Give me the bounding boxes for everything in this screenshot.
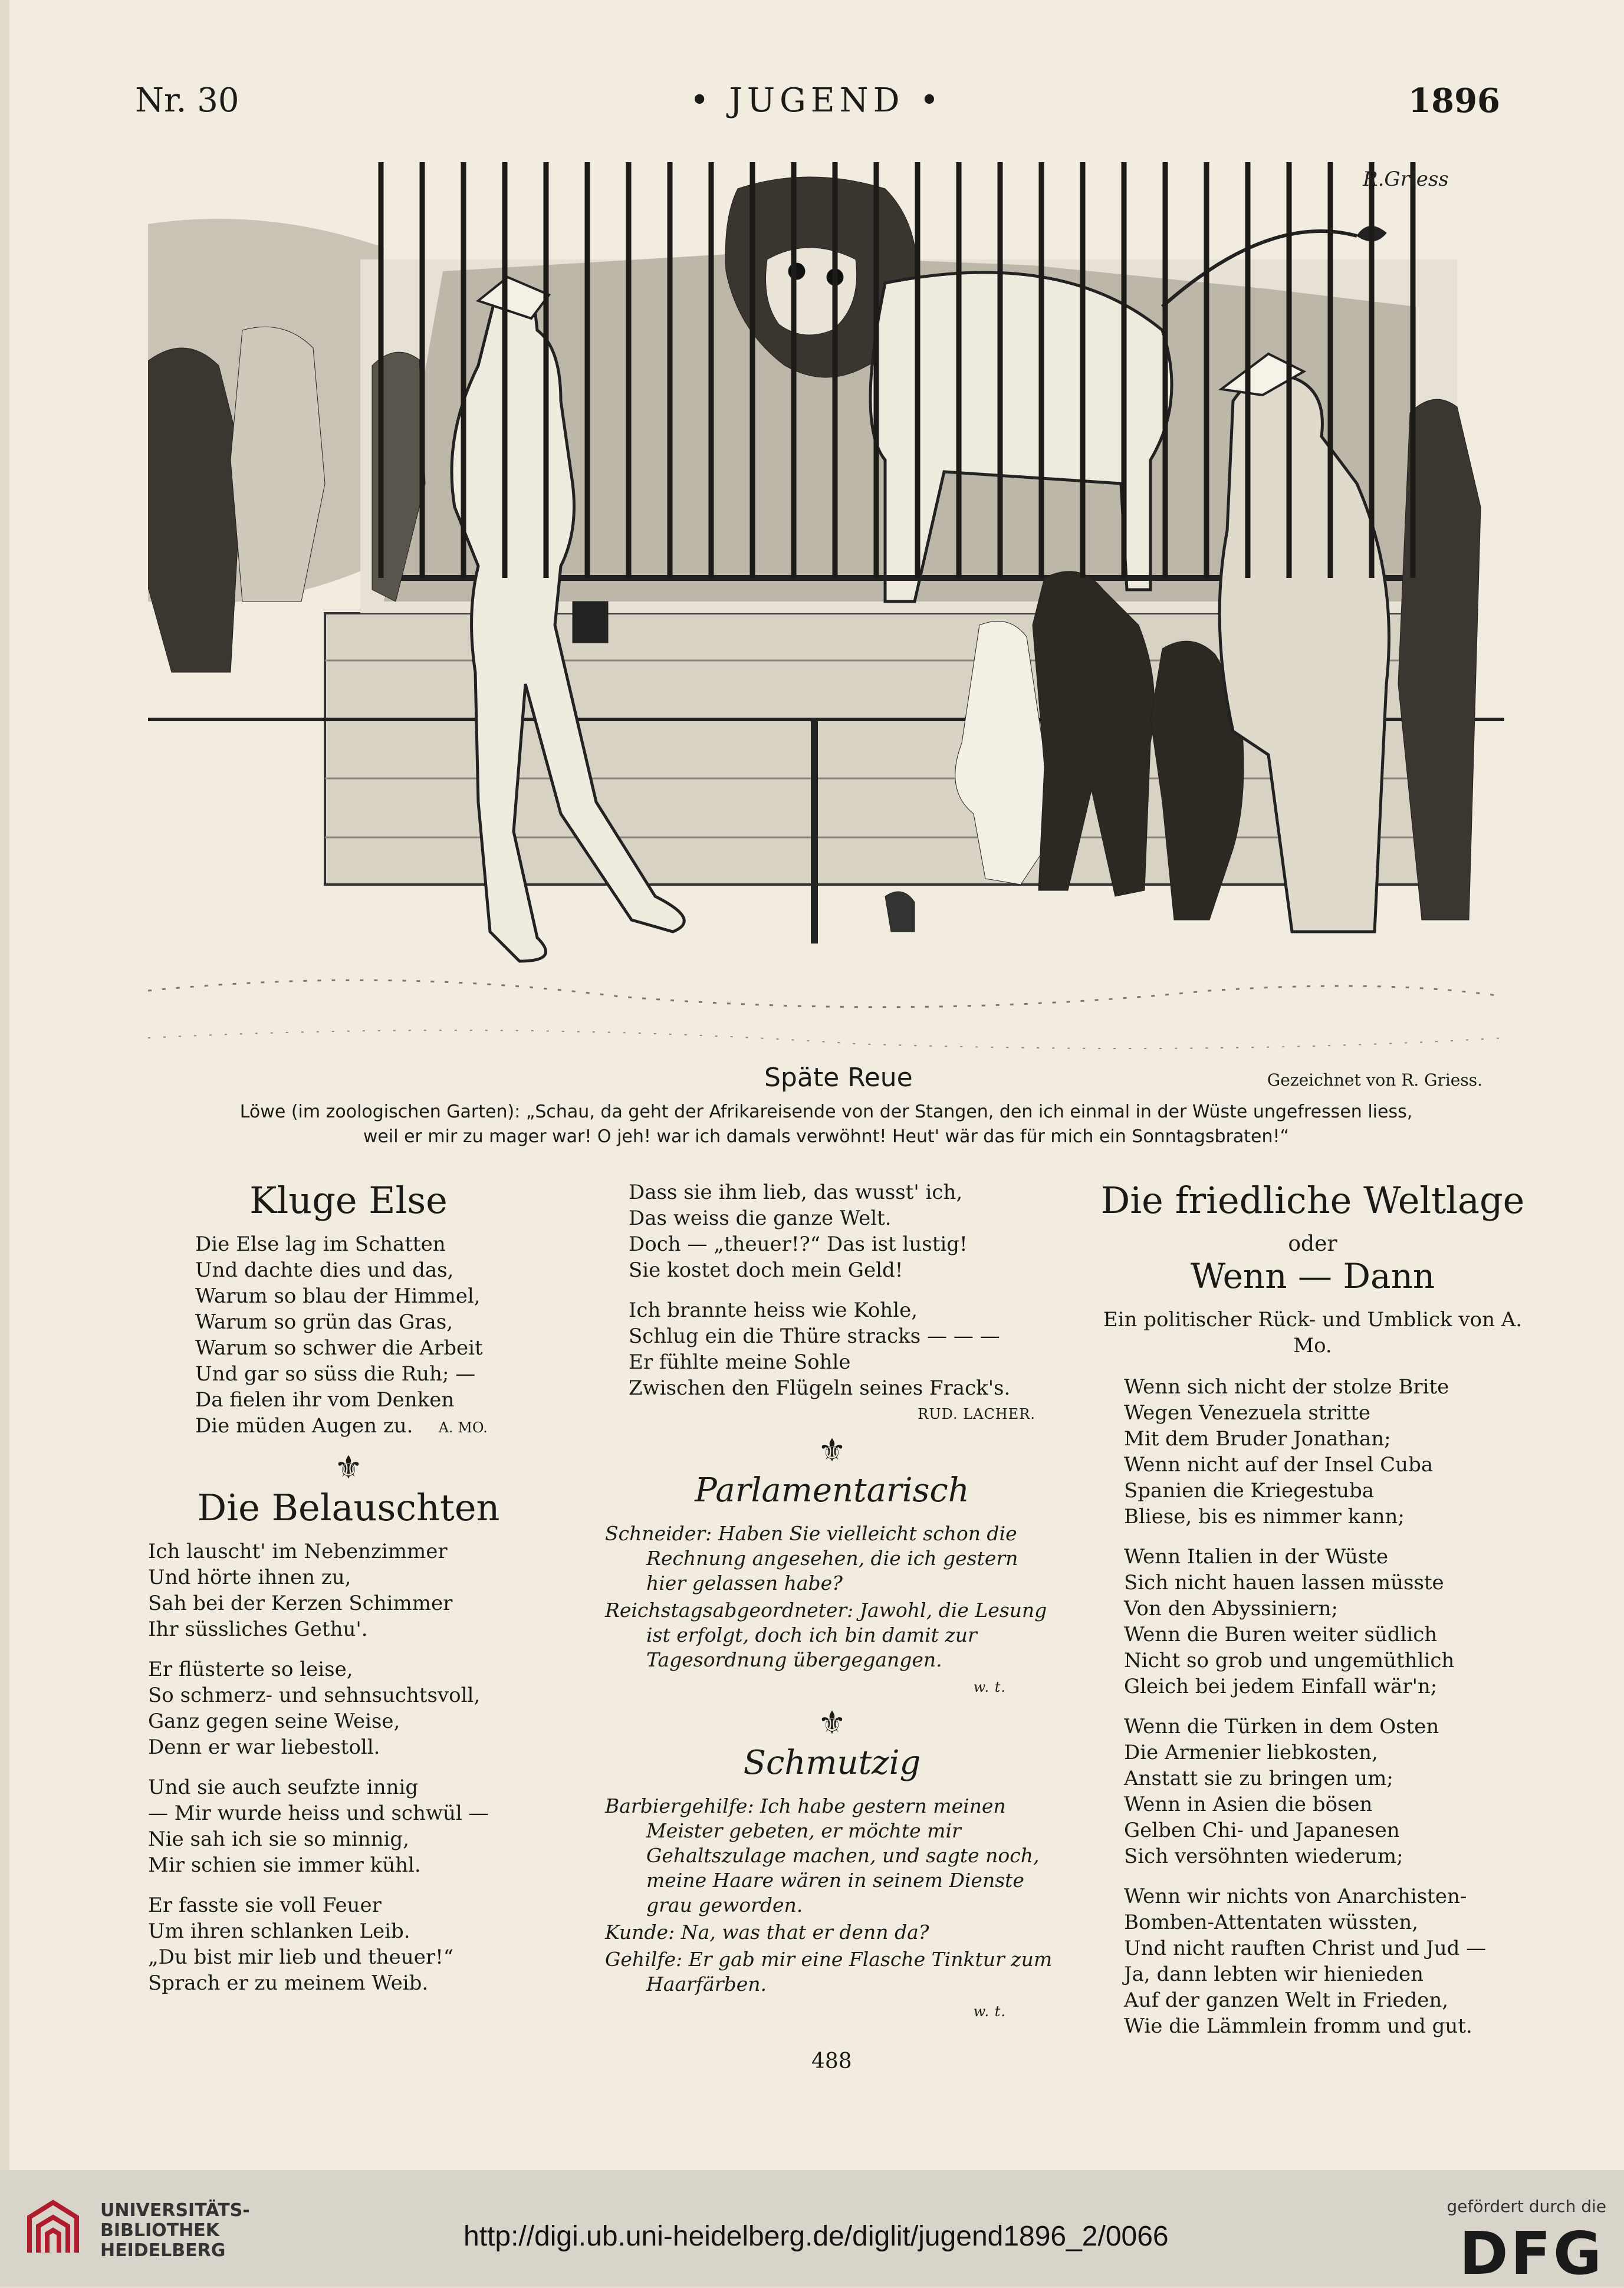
permalink-url[interactable]: http://digi.ub.uni-heidelberg.de/diglit/jugend1896_2/0066 (463, 2221, 1169, 2252)
dfg-logo[interactable]: DFG (1459, 2219, 1604, 2288)
poem-stanza (605, 1297, 1059, 1401)
poem-line: Ich brannte heiss wie Kohle, (629, 1298, 918, 1322)
poem-line: Um ihren schlanken Leib. (148, 1919, 410, 1943)
poem-line: Nicht so grob und ungemüthlich (1124, 1649, 1455, 1672)
poem-line: Wenn sich nicht der stolze Brite (1124, 1375, 1449, 1399)
poem-line: Gelben Chi- und Japanesen (1124, 1819, 1400, 1842)
cartoon-credit: Gezeichnet von R. Griess. (1267, 1070, 1482, 1090)
issue-number: Nr. 30 (135, 81, 239, 120)
author-signature: RUD. LACHER. (918, 1406, 1035, 1422)
poem-line: Ihr süssliches Gethu'. (148, 1618, 368, 1641)
poem-line: Spanien die Kriegestuba (1124, 1479, 1375, 1503)
poem-stanza (1083, 1714, 1543, 1869)
poem-line: Sprach er zu meinem Weib. (148, 1971, 429, 1995)
poem-line: Denn er war liebestoll. (148, 1735, 380, 1759)
poem-line: Das weiss die ganze Welt. (629, 1207, 892, 1230)
poem-stanza (148, 1656, 549, 1760)
poem-line: Die Else lag im Schatten (195, 1232, 446, 1256)
funded-by-label: gefördert durch die (1447, 2197, 1606, 2216)
fleur-ornament-icon: ⚜ (334, 1449, 363, 1486)
lion-cage-illustration (148, 153, 1504, 1061)
poem-stanza (148, 1892, 549, 1996)
poem-line: Und nicht rauften Christ und Jud — (1124, 1937, 1487, 1960)
poem-stanza (605, 1179, 1059, 1283)
author-signature: A. MO. (438, 1419, 488, 1436)
poem-line: — Mir wurde heiss und schwül — (148, 1802, 489, 1825)
poem-byline: Ein politischer Rück- und Umblick von A. Mo. (1103, 1308, 1523, 1357)
library-name-line: BIBLIOTHEK (100, 2220, 219, 2241)
poem-line: Bliese, bis es nimmer kann; (1124, 1505, 1405, 1528)
page-scan (9, 0, 1624, 2170)
poem-line: Von den Abyssiniern; (1124, 1597, 1338, 1620)
poem-line: Und gar so süss die Ruh; — (195, 1362, 476, 1386)
poem-line: Sich versöhnten wiederum; (1124, 1845, 1403, 1868)
poem-line: So schmerz- und sehnsuchtsvoll, (148, 1684, 481, 1707)
poem-line: Wenn in Asien die bösen (1124, 1793, 1373, 1816)
column-right (1083, 1179, 1543, 2053)
poem-line: Er fühlte meine Sohle (629, 1350, 851, 1374)
poem-line: Ganz gegen seine Weise, (148, 1710, 400, 1733)
poem-title-weltlage: Die friedliche Weltlage (1100, 1179, 1525, 1222)
poem-line-text: Die müden Augen zu. (195, 1414, 413, 1438)
masthead: • JUGEND • (689, 81, 944, 120)
poem-line: Er flüsterte so leise, (148, 1658, 353, 1681)
viewer-footer (0, 2170, 1624, 2286)
poem-line: Wenn nicht auf der Insel Cuba (1124, 1453, 1434, 1477)
poem-line: Schlug ein die Thüre stracks — — — (629, 1324, 1000, 1348)
title-conjunction: oder (1288, 1232, 1337, 1256)
poem-line: Doch — „theuer!?“ Das ist lustig! (629, 1232, 968, 1256)
dialogue-line: Schneider: Haben Sie vielleicht schon die Rechnung angesehen, die ich gestern hier gelassen habe? (605, 1522, 1018, 1595)
poem-kluge-else (148, 1231, 549, 1441)
dialogue-line: Gehilfe: Er gab mir eine Flasche Tinktur zum Haarfärben. (605, 1948, 1053, 1996)
section-title-parlamentarisch: Parlamentarisch (695, 1471, 969, 1510)
university-library-logo-icon[interactable] (18, 2194, 88, 2264)
poem-line: Sich nicht hauen lassen müsste (1124, 1571, 1444, 1595)
poem-subtitle: Wenn — Dann (1190, 1256, 1435, 1296)
library-name-line: UNIVERSITÄTS- (100, 2200, 250, 2221)
poem-line: Wenn die Buren weiter südlich (1124, 1623, 1438, 1646)
poem-line: Die Armenier liebkosten, (1124, 1741, 1378, 1764)
poem-line (195, 1413, 549, 1441)
poem-title-die-belauschten: Die Belauschten (197, 1486, 500, 1529)
artist-signature-mark: R.Griess (1363, 167, 1449, 191)
year: 1896 (1408, 81, 1500, 120)
caption-line-2: weil er mir zu mager war! O jeh! war ich damals verwöhnt! Heut' wär das für mich ein Sonntagsbraten!“ (363, 1126, 1290, 1147)
poem-line: Mit dem Bruder Jonathan; (1124, 1427, 1391, 1451)
column-middle (605, 1179, 1059, 2024)
poem-stanza (1083, 1374, 1543, 1530)
column-left (148, 1179, 549, 2010)
poem-line: Zwischen den Flügeln seines Frack's. (629, 1376, 1011, 1400)
dialogue-schmutzig (605, 1794, 1059, 2024)
poem-title-kluge-else: Kluge Else (249, 1179, 448, 1222)
poem-line: Wenn wir nichts von Anarchisten- (1124, 1885, 1467, 1908)
section-title-schmutzig: Schmutzig (743, 1744, 921, 1782)
poem-line: Da fielen ihr vom Denken (195, 1388, 455, 1412)
fleur-ornament-icon: ⚜ (817, 1704, 847, 1741)
poem-line: Und sie auch seufzte innig (148, 1776, 419, 1799)
poem-stanza (148, 1774, 549, 1878)
poem-line: Wie die Lämmlein fromm und gut. (1124, 2014, 1472, 2038)
fleur-ornament-icon: ⚜ (817, 1432, 847, 1469)
poem-line: „Du bist mir lieb und theuer!“ (148, 1945, 454, 1969)
poem-line: Auf der ganzen Welt in Frieden, (1124, 1988, 1449, 2012)
poem-line: Wenn die Türken in dem Osten (1124, 1715, 1439, 1738)
poem-line: Gleich bei jedem Einfall wär'n; (1124, 1675, 1438, 1698)
poem-line: Und dachte dies und das, (195, 1258, 454, 1282)
page-number: 488 (811, 2049, 852, 2073)
poem-line: Warum so blau der Himmel, (195, 1284, 481, 1308)
poem-line: Wegen Venezuela stritte (1124, 1401, 1371, 1425)
poem-stanza (1083, 1883, 1543, 2039)
author-signature: w. t. (973, 2003, 1006, 2020)
poem-line: Warum so grün das Gras, (195, 1310, 453, 1334)
poem-line: Er fasste sie voll Feuer (148, 1893, 382, 1917)
poem-line: Nie sah ich sie so minnig, (148, 1827, 409, 1851)
poem-line: Sah bei der Kerzen Schimmer (148, 1592, 453, 1615)
caption-line-1: Löwe (im zoologischen Garten): „Schau, da geht der Afrikareisende von der Stangen, den ich einmal in der Wüste ungefressen liess, (239, 1102, 1413, 1122)
dialogue-line: Barbiergehilfe: Ich habe gestern meinen Meister gebeten, er möchte mir Gehaltszulage machen, und sagte noch, meine Haare wären in seinem Dienste grau geworden. (605, 1794, 1040, 1916)
library-name-line: HEIDELBERG (100, 2240, 226, 2261)
author-signature: w. t. (973, 1679, 1006, 1695)
poem-stanza (1083, 1544, 1543, 1699)
cartoon-title: Späte Reue (764, 1063, 913, 1093)
poem-line: Ja, dann lebten wir hienieden (1124, 1962, 1424, 1986)
dialogue-parlamentarisch (605, 1521, 1059, 1699)
poem-line: Warum so schwer die Arbeit (195, 1336, 483, 1360)
poem-line: Dass sie ihm lieb, das wusst' ich, (629, 1181, 963, 1204)
poem-line: Mir schien sie immer kühl. (148, 1853, 421, 1877)
poem-line: Wenn Italien in der Wüste (1124, 1545, 1389, 1569)
poem-line: Anstatt sie zu bringen um; (1124, 1767, 1393, 1790)
poem-line: Sie kostet doch mein Geld! (629, 1258, 903, 1282)
dialogue-line: Kunde: Na, was that er denn da? (605, 1921, 929, 1944)
cartoon-caption (160, 1100, 1492, 1149)
dialogue-line: Reichstagsabgeordneter: Jawohl, die Lesung ist erfolgt, doch ich bin damit zur Tagesordnung übergegangen. (605, 1599, 1047, 1671)
poem-line: Und hörte ihnen zu, (148, 1566, 351, 1589)
poem-line: Ich lauscht' im Nebenzimmer (148, 1540, 448, 1563)
poem-stanza (148, 1539, 549, 1642)
poem-line: Bomben-Attentaten wüssten, (1124, 1911, 1419, 1934)
university-library-name[interactable] (100, 2201, 250, 2261)
